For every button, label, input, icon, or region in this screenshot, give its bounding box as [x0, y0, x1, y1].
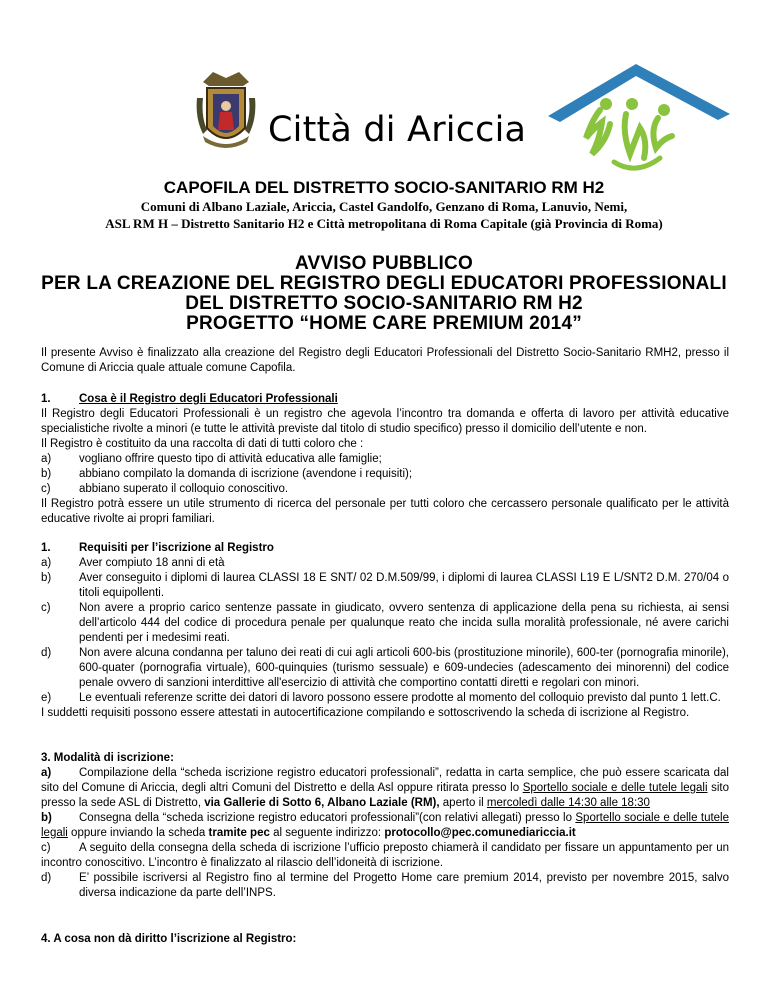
avviso-title-line-4: PROGETTO “HOME CARE PREMIUM 2014” — [186, 313, 582, 334]
list-item: A seguito della consegna della scheda di iscrizione l’ufficio preposto chiamerà il candidato per fissare un appuntamento per un incontro conoscitivo. L’incontro è finalizzato al rilascio dell’idoneità di iscrizione. — [41, 842, 729, 869]
city-name-title: Città di Ariccia — [268, 110, 527, 150]
list-label: a) — [41, 767, 52, 779]
sportello-link[interactable]: Sportello sociale e delle tutele legali — [522, 782, 708, 794]
list-item: Non avere a proprio carico sentenze passate in giudicato, ovvero sentenza di applicazione della pena su richiesta, ai sensi dell’articolo 444 del codice di procedura penale per qualunque reato che incida sulla moralità professionale, né avere carichi pendenti per i medesimi reati. — [79, 602, 729, 644]
section-2-closing-paragraph: I suddetti requisiti possono essere attestati in autocertificazione compilando e sottoscrivendo la scheda di iscrizione al Registro. — [41, 707, 690, 719]
list-label: c) — [41, 602, 51, 614]
section-3 — [41, 751, 729, 901]
list-label: d) — [41, 872, 52, 884]
asl-address: via Gallerie di Sotto 6, Albano Laziale (RM), — [204, 797, 440, 809]
section-1-paragraph-2: Il Registro è costituito da una raccolta di dati di tutti coloro che : — [41, 438, 364, 450]
list-label: a) — [41, 453, 52, 465]
list-item: abbiano superato il colloquio conoscitivo. — [79, 483, 289, 495]
list-label: b) — [41, 468, 52, 480]
list-label: a) — [41, 557, 52, 569]
asl-subheading: ASL RM H – Distretto Sanitario H2 e Città metropolitana di Roma Capitale (già Provincia di Roma) — [105, 216, 663, 231]
home-care-logo — [540, 58, 740, 178]
section-1-paragraph-1: Il Registro degli Educatori Professionali è un registro che agevola l’incontro tra domanda e offerta di lavoro per attività educative specialistiche rivolte a minori (e tutte le attività previste dal titolo di studio specifico) presso il domicilio dell’utente e non. — [41, 408, 729, 435]
avviso-title-line-1: AVVISO PUBBLICO — [295, 253, 473, 274]
list-label: b) — [41, 812, 52, 824]
coat-of-arms-logo — [193, 68, 259, 152]
section-1-number: 1. — [41, 393, 51, 405]
section-4-title: 4. A cosa non dà diritto l’iscrizione al Registro: — [41, 933, 297, 945]
list-label: b) — [41, 572, 52, 584]
avviso-title-line-3: DEL DISTRETTO SOCIO-SANITARIO RM H2 — [185, 293, 583, 314]
section-3-title: 3. Modalità di iscrizione: — [41, 752, 174, 764]
list-label: e) — [41, 692, 52, 704]
section-1-paragraph-3: Il Registro potrà essere un utile strumento di ricerca del personale per tutti coloro che cercassero personale qualificato per le attività educative rivolte ai propri familiari. — [41, 498, 729, 525]
list-item: vogliano offrire questo tipo di attività educativa alle famiglie; — [79, 453, 382, 465]
section-1-title: Cosa è il Registro degli Educatori Professionali — [79, 393, 338, 405]
capofila-heading: CAPOFILA DEL DISTRETTO SOCIO-SANITARIO RM H2 — [163, 178, 605, 197]
list-item: Aver conseguito i diplomi di laurea CLASSI 18 E SNT/ 02 D.M.509/99, i diplomi di laurea CLASSI L19 E L/SNT2 D.M. 270/04 o titoli equipollenti. — [79, 572, 729, 599]
list-label: d) — [41, 647, 52, 659]
section-2 — [41, 541, 729, 721]
sportello-link[interactable]: Sportello sociale e delle tutele legali — [41, 812, 730, 839]
comuni-subheading: Comuni di Albano Laziale, Ariccia, Castel Gandolfo, Genzano di Roma, Lanuvio, Nemi, — [140, 199, 628, 214]
list-label: c) — [41, 483, 51, 495]
list-item: Consegna della “scheda iscrizione registro educatori professionali”(con relativi allegati) presso lo Sportello sociale e delle tutele legali oppure inviando la scheda tramite pec al seguente indirizzo: protocollo@pec.comunediariccia.it — [41, 812, 730, 839]
section-1 — [41, 392, 729, 527]
list-label: c) — [41, 842, 51, 854]
pec-label: tramite pec — [208, 827, 270, 839]
section-2-number: 1. — [41, 542, 51, 554]
list-item: Aver compiuto 18 anni di età — [79, 557, 225, 569]
intro-paragraph: Il presente Avviso è finalizzato alla creazione del Registro degli Educatori Professionali del Distretto Socio-Sanitario RMH2, presso il Comune di Ariccia quale attuale comune Capofila. — [41, 347, 729, 374]
pec-email[interactable]: protocollo@pec.comunediariccia.it — [384, 827, 576, 839]
list-item: Non avere alcuna condanna per taluno dei reati di cui agli articoli 600-bis (prostituzione minorile), 600-ter (pornografia minorile), 600-quater (pornografia virtuale), 600-quinquies (turismo sessuale) e 609-undecies (adescamento dei minorenni) del codice penale ovvero di sanzioni interdittive all'esercizio di attività che comportino contatti diretti e regolari con minori. — [79, 647, 729, 689]
opening-hours: mercoledì dalle 14:30 alle 18:30 — [486, 797, 650, 809]
list-item: E’ possibile iscriversi al Registro fino al termine del Progetto Home care premium 2014, previsto per novembre 2015, salvo diversa indicazione da parte dell’INPS. — [79, 872, 729, 899]
list-item: Le eventuali referenze scritte dei datori di lavoro possono essere prodotte al momento del colloquio previsto dal punto 1 lett.C. — [79, 692, 721, 704]
list-item: Compilazione della “scheda iscrizione registro educatori professionali”, redatta in carta semplice, che può essere scaricata dal sito del Comune di Ariccia, degli altri Comuni del Distretto e della Asl oppure ritirata presso lo Sportello sociale e delle tutele legali sito presso la sede ASL di Distretto, via Gallerie di Sotto 6, Albano Laziale (RM), aperto il mercoledì dalle 14:30 alle 18:30 — [41, 767, 730, 809]
list-item: abbiano compilato la domanda di iscrizione (avendone i requisiti); — [79, 468, 413, 480]
section-2-title: Requisiti per l’iscrizione al Registro — [79, 542, 274, 554]
avviso-title-line-2: PER LA CREAZIONE DEL REGISTRO DEGLI EDUCATORI PROFESSIONALI — [41, 273, 727, 294]
